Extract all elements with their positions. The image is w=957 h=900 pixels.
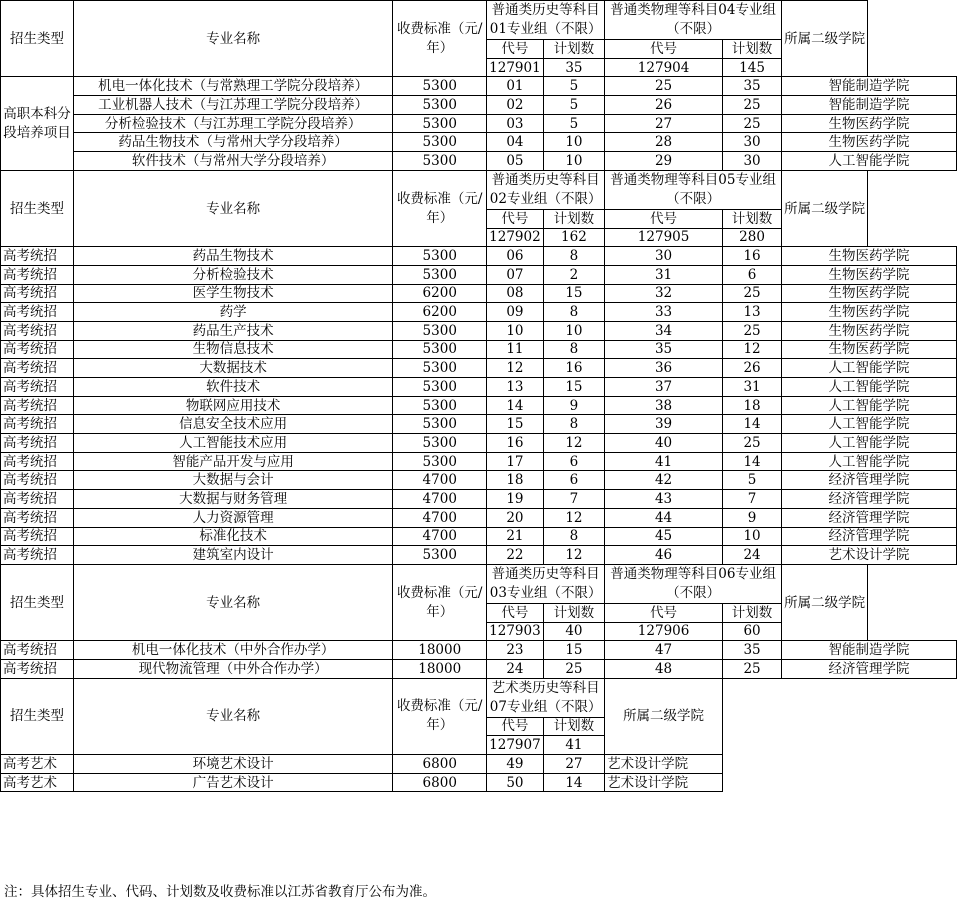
fee: 5300 [393, 321, 487, 340]
b-code: 48 [605, 659, 723, 678]
table-row [1, 659, 957, 678]
enroll-type: 高考统招 [1, 359, 74, 378]
b-code: 34 [605, 321, 723, 340]
fee: 5300 [393, 133, 487, 152]
major-header: 专业名称 [73, 170, 392, 246]
major-name: 分析检验技术 [73, 265, 392, 284]
type-header: 招生类型 [1, 1, 74, 77]
header-row [1, 564, 957, 603]
b-code: 41 [605, 452, 723, 471]
group-a-header: 普通类历史等科目02专业组（不限） [487, 170, 605, 209]
type-header: 招生类型 [1, 564, 74, 640]
plan-label: 计划数 [543, 717, 604, 736]
b-plan: 30 [723, 152, 782, 171]
table-row [1, 415, 957, 434]
group-a-plan: 162 [543, 228, 604, 247]
a-code: 12 [487, 359, 544, 378]
enroll-type: 高考统招 [1, 284, 74, 303]
group-a-plan: 35 [543, 58, 604, 77]
b-code: 45 [605, 527, 723, 546]
code-label: 代号 [605, 603, 723, 622]
enroll-type: 高职本科分段培养项目 [1, 77, 74, 170]
group-b-code: 127904 [605, 58, 723, 77]
group-b-code: 127906 [605, 622, 723, 641]
fee: 4700 [393, 527, 487, 546]
enroll-type: 高考统招 [1, 340, 74, 359]
enroll-type: 高考统招 [1, 659, 74, 678]
b-plan: 5 [723, 471, 782, 490]
college: 人工智能学院 [782, 452, 957, 471]
b-plan: 31 [723, 378, 782, 397]
table-row [1, 77, 957, 96]
code-label: 代号 [487, 40, 544, 59]
b-code: 40 [605, 434, 723, 453]
major-name: 软件技术（与常州大学分段培养） [73, 152, 392, 171]
group-b-plan: 280 [723, 228, 782, 247]
table-row [1, 152, 957, 171]
a-plan: 5 [543, 77, 604, 96]
major-name: 环境艺术设计 [73, 755, 392, 774]
major-name: 现代物流管理（中外合作办学） [73, 659, 392, 678]
college-header: 所属二级学院 [782, 1, 868, 77]
a-code: 17 [487, 452, 544, 471]
college: 人工智能学院 [782, 396, 957, 415]
enroll-type: 高考统招 [1, 378, 74, 397]
header-row [1, 170, 957, 209]
fee: 5300 [393, 396, 487, 415]
fee: 5300 [393, 546, 487, 565]
a-plan: 27 [543, 755, 604, 774]
fee: 18000 [393, 641, 487, 660]
table-row [1, 340, 957, 359]
blank-cell [868, 603, 957, 640]
major-name: 广告艺术设计 [73, 773, 392, 792]
table-row [1, 247, 957, 266]
a-plan: 10 [543, 152, 604, 171]
a-plan: 5 [543, 114, 604, 133]
b-code: 44 [605, 508, 723, 527]
college: 生物医药学院 [782, 340, 957, 359]
b-plan: 26 [723, 359, 782, 378]
college: 人工智能学院 [782, 152, 957, 171]
b-plan: 16 [723, 247, 782, 266]
a-code: 13 [487, 378, 544, 397]
group-b-header: 普通类物理等科目04专业组（不限） [605, 1, 782, 40]
a-code: 19 [487, 490, 544, 509]
table-row [1, 265, 957, 284]
a-plan: 2 [543, 265, 604, 284]
enroll-type: 高考统招 [1, 434, 74, 453]
code-label: 代号 [487, 717, 544, 736]
b-plan: 30 [723, 133, 782, 152]
fee: 5300 [393, 114, 487, 133]
a-code: 10 [487, 321, 544, 340]
code-label: 代号 [487, 603, 544, 622]
fee: 4700 [393, 490, 487, 509]
group-a-plan: 41 [543, 736, 604, 755]
a-plan: 8 [543, 415, 604, 434]
college: 人工智能学院 [782, 378, 957, 397]
major-name: 大数据与财务管理 [73, 490, 392, 509]
college: 智能制造学院 [782, 641, 957, 660]
college: 生物医药学院 [782, 247, 957, 266]
enroll-type: 高考统招 [1, 641, 74, 660]
b-plan: 13 [723, 303, 782, 322]
table-row [1, 508, 957, 527]
fee: 5300 [393, 359, 487, 378]
major-name: 药品生产技术 [73, 321, 392, 340]
a-plan: 5 [543, 96, 604, 115]
b-code: 30 [605, 247, 723, 266]
footnote: 注：具体招生专业、代码、计划数及收费标准以江苏省教育厅公布为准。 [4, 884, 436, 900]
college: 人工智能学院 [782, 415, 957, 434]
b-plan: 25 [723, 114, 782, 133]
group-b-header: 普通类物理等科目05专业组（不限） [605, 170, 782, 209]
college: 人工智能学院 [782, 434, 957, 453]
a-code: 14 [487, 396, 544, 415]
enroll-type: 高考艺术 [1, 773, 74, 792]
enroll-type: 高考统招 [1, 303, 74, 322]
group-a-plan: 40 [543, 622, 604, 641]
college: 生物医药学院 [782, 114, 957, 133]
type-header: 招生类型 [1, 678, 74, 754]
table-row [1, 303, 957, 322]
table-row [1, 434, 957, 453]
b-plan: 18 [723, 396, 782, 415]
a-plan: 8 [543, 340, 604, 359]
college: 智能制造学院 [782, 96, 957, 115]
b-plan: 6 [723, 265, 782, 284]
b-code: 46 [605, 546, 723, 565]
major-name: 药品生物技术 [73, 247, 392, 266]
college: 经济管理学院 [782, 490, 957, 509]
enroll-type: 高考统招 [1, 415, 74, 434]
college: 生物医药学院 [782, 303, 957, 322]
plan-label: 计划数 [543, 209, 604, 228]
a-code: 24 [487, 659, 544, 678]
major-header: 专业名称 [73, 678, 392, 754]
major-name: 药品生物技术（与常州大学分段培养） [73, 133, 392, 152]
b-code: 36 [605, 359, 723, 378]
major-name: 机电一体化技术（中外合作办学） [73, 641, 392, 660]
b-plan: 25 [723, 284, 782, 303]
enroll-type: 高考统招 [1, 452, 74, 471]
b-plan: 25 [723, 434, 782, 453]
group-a-header: 普通类历史等科目03专业组（不限） [487, 564, 605, 603]
fee-header: 收费标准（元/年） [393, 564, 487, 640]
a-code: 21 [487, 527, 544, 546]
header-row [1, 678, 957, 717]
a-code: 49 [487, 755, 544, 774]
major-header: 专业名称 [73, 564, 392, 640]
a-plan: 15 [543, 641, 604, 660]
code-label: 代号 [605, 209, 723, 228]
a-code: 06 [487, 247, 544, 266]
b-code: 47 [605, 641, 723, 660]
a-plan: 16 [543, 359, 604, 378]
enroll-type: 高考统招 [1, 247, 74, 266]
major-name: 建筑室内设计 [73, 546, 392, 565]
major-name: 信息安全技术应用 [73, 415, 392, 434]
plan-label: 计划数 [723, 40, 782, 59]
major-name: 生物信息技术 [73, 340, 392, 359]
college: 生物医药学院 [782, 284, 957, 303]
a-code: 08 [487, 284, 544, 303]
major-name: 工业机器人技术（与江苏理工学院分段培养） [73, 96, 392, 115]
enroll-type: 高考统招 [1, 546, 74, 565]
table-row [1, 133, 957, 152]
fee: 5300 [393, 340, 487, 359]
group-a-header: 普通类历史等科目01专业组（不限） [487, 1, 605, 40]
b-code: 39 [605, 415, 723, 434]
b-code: 29 [605, 152, 723, 171]
b-plan: 24 [723, 546, 782, 565]
table-row [1, 359, 957, 378]
b-code: 26 [605, 96, 723, 115]
b-code: 32 [605, 284, 723, 303]
b-plan: 12 [723, 340, 782, 359]
blank-cell [868, 209, 957, 246]
plan-label: 计划数 [543, 603, 604, 622]
fee: 5300 [393, 434, 487, 453]
major-name: 人工智能技术应用 [73, 434, 392, 453]
a-plan: 25 [543, 659, 604, 678]
college: 人工智能学院 [782, 359, 957, 378]
major-name: 大数据技术 [73, 359, 392, 378]
a-code: 18 [487, 471, 544, 490]
a-code: 15 [487, 415, 544, 434]
major-name: 大数据与会计 [73, 471, 392, 490]
group-a-code: 127902 [487, 228, 544, 247]
table-row [1, 321, 957, 340]
group-b-plan: 145 [723, 58, 782, 77]
college: 生物医药学院 [782, 133, 957, 152]
a-code: 05 [487, 152, 544, 171]
b-plan: 14 [723, 452, 782, 471]
fee: 4700 [393, 471, 487, 490]
a-plan: 6 [543, 452, 604, 471]
blank-cell [723, 678, 957, 792]
major-name: 药学 [73, 303, 392, 322]
a-plan: 15 [543, 378, 604, 397]
college: 经济管理学院 [782, 471, 957, 490]
major-name: 人力资源管理 [73, 508, 392, 527]
college: 经济管理学院 [782, 527, 957, 546]
group-a-header: 艺术类历史等科目07专业组（不限） [487, 678, 605, 717]
college: 经济管理学院 [782, 508, 957, 527]
a-plan: 12 [543, 434, 604, 453]
group-a-code: 127901 [487, 58, 544, 77]
b-code: 33 [605, 303, 723, 322]
fee: 5300 [393, 378, 487, 397]
b-plan: 10 [723, 527, 782, 546]
a-plan: 10 [543, 133, 604, 152]
b-plan: 9 [723, 508, 782, 527]
fee-header: 收费标准（元/年） [393, 678, 487, 754]
plan-label: 计划数 [543, 40, 604, 59]
b-code: 38 [605, 396, 723, 415]
college-header: 所属二级学院 [782, 564, 868, 640]
fee-header: 收费标准（元/年） [393, 1, 487, 77]
major-name: 软件技术 [73, 378, 392, 397]
a-code: 02 [487, 96, 544, 115]
major-name: 标准化技术 [73, 527, 392, 546]
a-code: 09 [487, 303, 544, 322]
b-plan: 25 [723, 96, 782, 115]
major-header: 专业名称 [73, 1, 392, 77]
enroll-type: 高考统招 [1, 396, 74, 415]
a-plan: 8 [543, 247, 604, 266]
fee: 5300 [393, 452, 487, 471]
fee: 5300 [393, 152, 487, 171]
fee: 5300 [393, 415, 487, 434]
a-code: 20 [487, 508, 544, 527]
table-row [1, 96, 957, 115]
major-name: 机电一体化技术（与常熟理工学院分段培养） [73, 77, 392, 96]
b-plan: 25 [723, 659, 782, 678]
a-plan: 9 [543, 396, 604, 415]
major-name: 物联网应用技术 [73, 396, 392, 415]
fee-header: 收费标准（元/年） [393, 170, 487, 246]
fee: 6200 [393, 303, 487, 322]
a-code: 04 [487, 133, 544, 152]
a-code: 16 [487, 434, 544, 453]
b-code: 28 [605, 133, 723, 152]
a-code: 07 [487, 265, 544, 284]
fee: 6800 [393, 773, 487, 792]
header-row [1, 1, 957, 40]
college-header: 所属二级学院 [782, 170, 868, 246]
college-header: 所属二级学院 [605, 678, 723, 754]
major-name: 分析检验技术（与江苏理工学院分段培养） [73, 114, 392, 133]
group-a-code: 127903 [487, 622, 544, 641]
a-code: 03 [487, 114, 544, 133]
b-code: 27 [605, 114, 723, 133]
college: 艺术设计学院 [782, 546, 957, 565]
fee: 6200 [393, 284, 487, 303]
table-row [1, 527, 957, 546]
b-code: 43 [605, 490, 723, 509]
college: 生物医药学院 [782, 321, 957, 340]
b-plan: 7 [723, 490, 782, 509]
fee: 6800 [393, 755, 487, 774]
b-code: 35 [605, 340, 723, 359]
enroll-type: 高考统招 [1, 321, 74, 340]
fee: 5300 [393, 77, 487, 96]
type-header: 招生类型 [1, 170, 74, 246]
table-row [1, 114, 957, 133]
table-row [1, 641, 957, 660]
table-row [1, 452, 957, 471]
table-row [1, 471, 957, 490]
b-plan: 35 [723, 77, 782, 96]
a-plan: 8 [543, 527, 604, 546]
major-name: 智能产品开发与应用 [73, 452, 392, 471]
group-b-code: 127905 [605, 228, 723, 247]
fee: 5300 [393, 265, 487, 284]
a-plan: 7 [543, 490, 604, 509]
b-plan: 25 [723, 321, 782, 340]
enroll-type: 高考艺术 [1, 755, 74, 774]
a-plan: 15 [543, 284, 604, 303]
b-code: 31 [605, 265, 723, 284]
enroll-type: 高考统招 [1, 265, 74, 284]
code-label: 代号 [487, 209, 544, 228]
table-row [1, 396, 957, 415]
a-code: 11 [487, 340, 544, 359]
b-code: 42 [605, 471, 723, 490]
college: 生物医药学院 [782, 265, 957, 284]
a-plan: 8 [543, 303, 604, 322]
b-code: 37 [605, 378, 723, 397]
plan-label: 计划数 [723, 209, 782, 228]
college: 艺术设计学院 [605, 755, 723, 774]
code-label: 代号 [605, 40, 723, 59]
fee: 18000 [393, 659, 487, 678]
fee: 5300 [393, 247, 487, 266]
enroll-type: 高考统招 [1, 527, 74, 546]
a-code: 01 [487, 77, 544, 96]
b-plan: 35 [723, 641, 782, 660]
college: 智能制造学院 [782, 77, 957, 96]
table-row [1, 490, 957, 509]
table-row [1, 284, 957, 303]
college: 艺术设计学院 [605, 773, 723, 792]
a-code: 22 [487, 546, 544, 565]
a-plan: 10 [543, 321, 604, 340]
college: 经济管理学院 [782, 659, 957, 678]
table-row [1, 546, 957, 565]
a-code: 23 [487, 641, 544, 660]
fee: 4700 [393, 508, 487, 527]
a-plan: 12 [543, 546, 604, 565]
a-plan: 14 [543, 773, 604, 792]
group-b-plan: 60 [723, 622, 782, 641]
group-a-code: 127907 [487, 736, 544, 755]
b-code: 25 [605, 77, 723, 96]
plan-label: 计划数 [723, 603, 782, 622]
group-b-header: 普通类物理等科目06专业组（不限） [605, 564, 782, 603]
a-plan: 6 [543, 471, 604, 490]
b-plan: 14 [723, 415, 782, 434]
table-row [1, 378, 957, 397]
enroll-type: 高考统招 [1, 490, 74, 509]
blank-cell [868, 40, 957, 77]
a-code: 50 [487, 773, 544, 792]
fee: 5300 [393, 96, 487, 115]
major-name: 医学生物技术 [73, 284, 392, 303]
enroll-type: 高考统招 [1, 471, 74, 490]
enroll-type: 高考统招 [1, 508, 74, 527]
a-plan: 12 [543, 508, 604, 527]
